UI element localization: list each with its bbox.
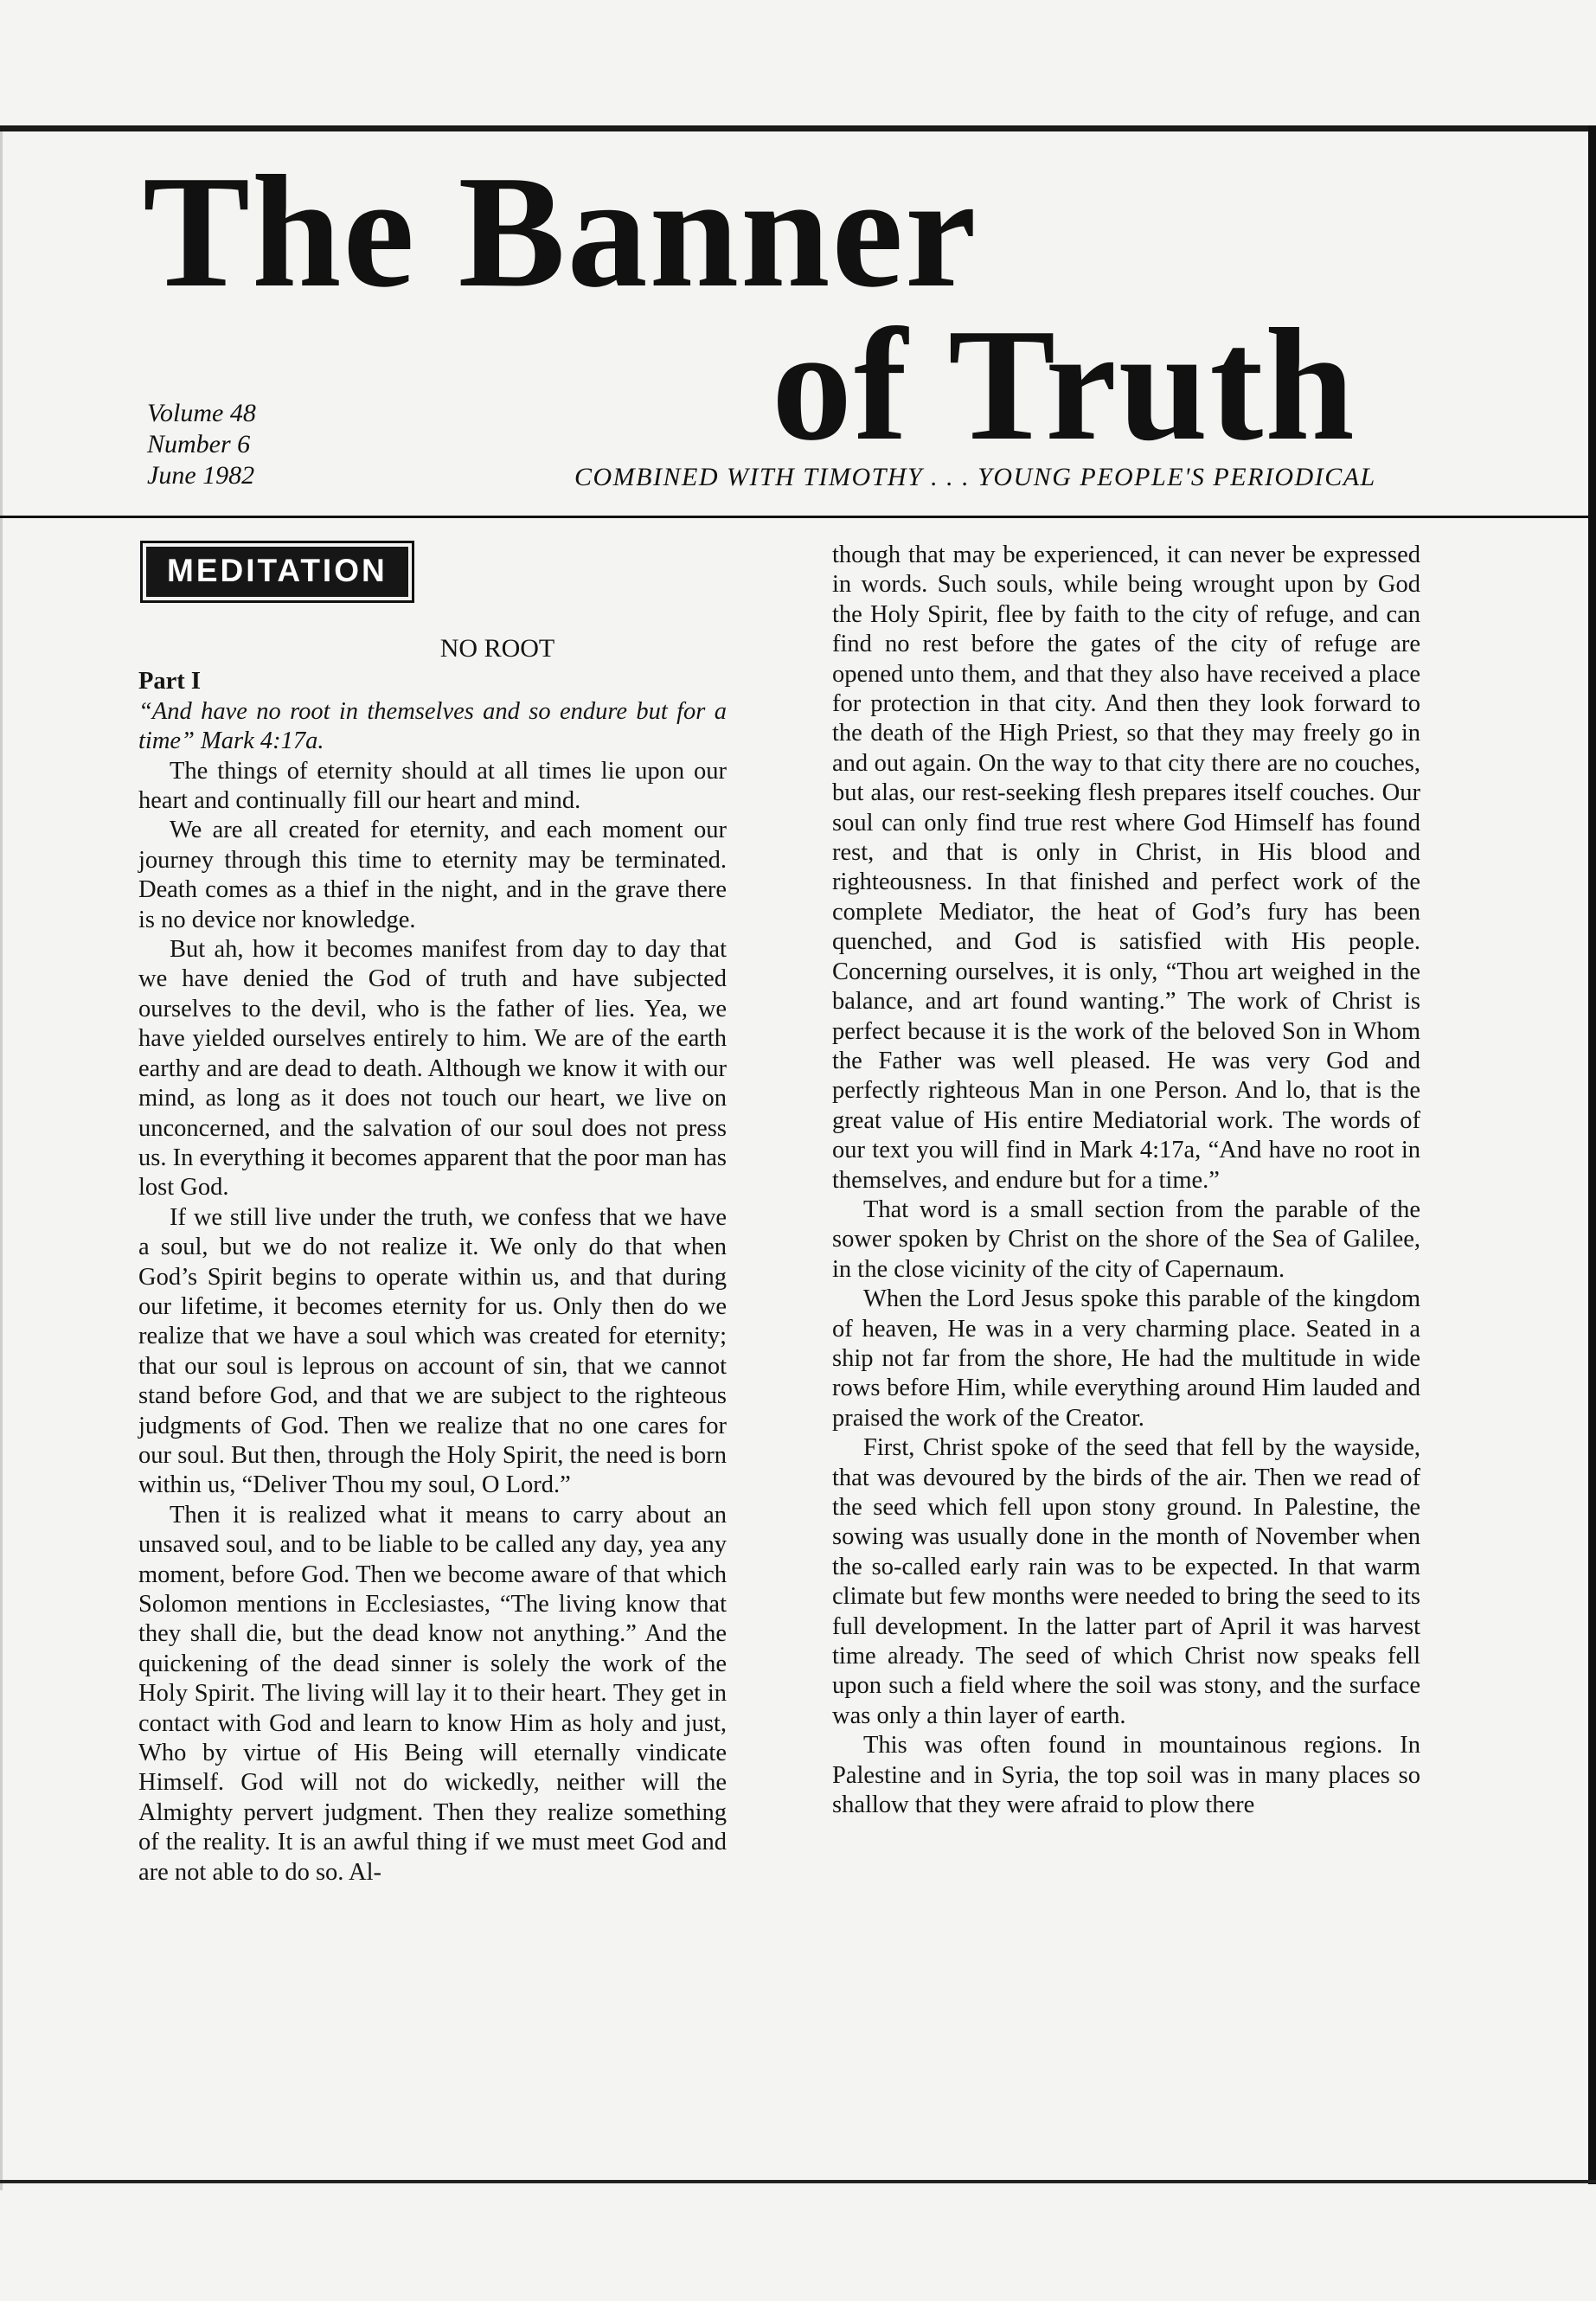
right-column xyxy=(832,541,1420,1820)
right-page-edge xyxy=(1588,125,1596,2184)
date-label: June 1982 xyxy=(147,461,255,490)
volume-label: Volume 48 xyxy=(147,399,256,427)
issue-info xyxy=(147,398,256,491)
left-page-edge xyxy=(0,131,3,2190)
combined-tagline: COMBINED WITH TIMOTHY . . . YOUNG PEOPLE'S PERIODICAL xyxy=(574,463,1376,491)
paragraph: Then it is realized what it means to carry about an unsaved soul, and to be liable to be called any day, yea any moment, before God. Then we become aware of that which Solomon mentions in Ecclesiastes, “The living know that they shall die, but the dead know not anything.” And the quickening of the dead sinner is solely the work of the Holy Spirit. The living will lay it to their heart. They get in contact with God and learn to know Him as holy and just, Who by virtue of His Being will eternally vindicate Himself. God will not do wickedly, neither will the Almighty pervert judgment. Then they realize something of the reality. It is an awful thing if we must meet God and are not able to do so. Al- xyxy=(138,1501,727,1886)
paragraph: That word is a small section from the parable of the sower spoken by Christ on the shore of the Sea of Galilee, in the close vicinity of the city of Capernaum. xyxy=(832,1195,1420,1283)
paragraph: When the Lord Jesus spoke this parable of the kingdom of heaven, He was in a very charming place. Seated in a ship not far from the shore, He had the multitude in wide rows before Him, while everything around Him lauded and praised the work of the Creator. xyxy=(832,1285,1420,1432)
left-column xyxy=(138,541,727,1888)
header-rule xyxy=(0,516,1596,518)
article-part: Part I xyxy=(138,668,202,695)
epigraph: “And have no root in themselves and so endure but for a time” Mark 4:17a. xyxy=(138,697,727,755)
section-label-box xyxy=(140,541,414,603)
paragraph: We are all created for eternity, and each moment our journey through this time to eternity may be terminated. Death comes as a thief in the night, and in the grave there is no device nor knowledge. xyxy=(138,817,727,933)
paragraph: But ah, how it becomes manifest from day to day that we have denied the God of truth and have subjected ourselves to the devil, who is the father of lies. Yea, we have yielded ourselves entirely to him. We are of the earth earthy and are dead to death. Although we know it with our mind, as long as it does not touch our heart, we live on unconcerned, and the salvation of our soul does not press us. In everything it becomes apparent that the poor man has lost God. xyxy=(138,936,727,1202)
number-label: Number 6 xyxy=(147,430,251,458)
paragraph: If we still live under the truth, we confess that we have a soul, but we do not realize it. We only do that when God’s Spirit begins to operate within us, and that during our lifetime, it becomes eternity for us. Only then do we realize that we have a soul which was created for eternity; that our soul is leprous on account of sin, that we cannot stand before God, and that we are subject to the righteous judgments of God. Then we realize that no one cares for our soul. But then, through the Holy Spirit, the need is born within us, “Deliver Thou my soul, O Lord.” xyxy=(138,1203,727,1499)
article-title: NO ROOT xyxy=(439,634,555,663)
paragraph: The things of eternity should at all times lie upon our heart and continually fill our heart and mind. xyxy=(138,757,727,815)
paragraph: This was often found in mountainous regions. In Palestine and in Syria, the top soil was in many places so shallow that they were afraid to plow there xyxy=(832,1732,1420,1819)
top-border-rule xyxy=(0,125,1596,131)
section-label: MEDITATION xyxy=(146,547,408,597)
paragraph: First, Christ spoke of the seed that fell by the wayside, that was devoured by the birds of the air. Then we read of the seed which fell upon stony ground. In Palestine, the sowing was usually done in the month of November when the so-called early rain was to be expected. In that warm climate but few months were needed to bring the seed to its full development. In the latter part of April it was harvest time already. The seed of which Christ now speaks fell upon such a field where the soil was stony, and the surface was only a thin layer of earth. xyxy=(832,1434,1420,1729)
masthead-title: The Banner xyxy=(143,143,978,321)
bottom-border-rule xyxy=(0,2180,1596,2183)
paragraph-continuation: though that may be experienced, it can never be expressed in words. Such souls, while being wrought upon by God the Holy Spirit, flee by faith to the city of refuge, and can find no rest before the gates of the city of refuge are opened unto them, and that they also have received a place for protection in that city. And then they look forward to the death of the High Priest, so that they may freely go in and out again. On the way to that city there are no couches, but alas, our rest-seeking flesh prepares itself couches. Our soul can only find true rest where God Himself has found rest, and that is only in Christ, in His blood and righteousness. In that finished and perfect work of the complete Mediator, the heat of God’s fury has been quenched, and God is satisfied with His people. Concerning ourselves, it is only, “Thou art weighed in the balance, and art found wanting.” The work of Christ is perfect because it is the work of the beloved Son in Whom the Father was well pleased. He was very God and perfectly righteous Man in one Person. And lo, that is the great value of His entire Mediatorial work. The words of our text you will find in Mark 4:17a, “And have no root in themselves, and endure but for a time.” xyxy=(832,542,1420,1194)
masthead-subtitle: of Truth xyxy=(772,296,1356,474)
